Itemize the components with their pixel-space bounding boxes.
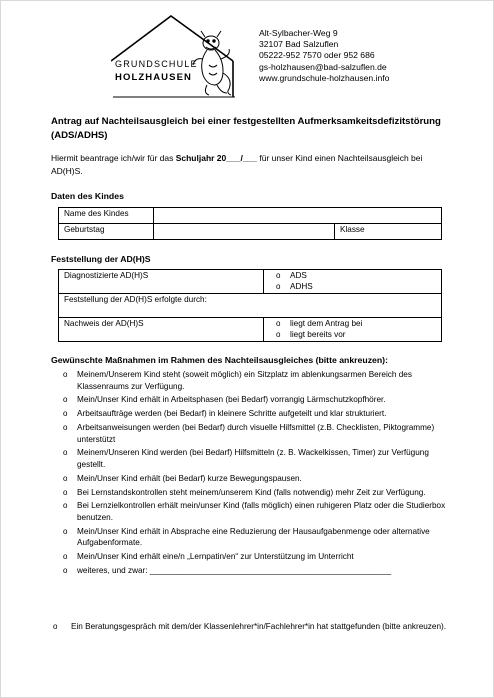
child-name-field[interactable] (154, 208, 442, 224)
address-street: Alt-Sylbacher-Weg 9 (259, 28, 338, 38)
intro-text (51, 152, 451, 177)
proof-options (264, 318, 442, 342)
measure-item[interactable] (63, 500, 453, 524)
intro-before: Hiermit beantrage ich/wir für das (51, 153, 176, 163)
measure-text: Mein/Unser Kind erhält eine/n „Lernpatin/en“ zur Unterstützung im Unterricht (77, 552, 354, 562)
diagnosis-heading: Feststellung der AD(H)S (51, 254, 151, 264)
option-proof-exists-label: liegt bereits vor (290, 329, 346, 339)
checkbox-circle-icon: o (63, 422, 68, 432)
address-phone: 05222-952 7570 oder 952 686 (259, 50, 375, 61)
checkbox-circle-icon: o (276, 319, 281, 328)
measure-item[interactable] (63, 551, 453, 563)
checkbox-circle-icon: o (63, 370, 68, 379)
measures-heading: Gewünschte Maßnahmen im Rahmen des Nachteilsausgleiches (bitte ankreuzen): (51, 355, 388, 365)
measure-item[interactable] (63, 369, 453, 393)
checkbox-circle-icon: o (276, 329, 281, 339)
option-proof-exists[interactable] (276, 330, 436, 341)
class-label: Klasse (340, 225, 365, 234)
checkbox-circle-icon: o (63, 565, 68, 575)
measure-text: Meinem/Unserem Kind steht (soweit möglich) ein Sitzplatz im ablenkungsarmen Bereich des Klassenraums zur Verfügung. (77, 370, 412, 391)
established-by-label: Feststellung der AD(H)S erfolgte durch: (64, 295, 207, 304)
checkbox-circle-icon: o (63, 526, 68, 536)
measure-text: Bei Lernzielkontrollen erhält mein/unser Kind (falls möglich) einen ruhigeren Platz oder die Studierbox benutzen. (77, 501, 446, 522)
checkbox-circle-icon: o (63, 409, 68, 419)
measure-item[interactable] (63, 394, 453, 406)
consultation-item[interactable] (53, 621, 453, 633)
measure-text: Mein/Unser Kind erhält in Arbeitsphasen (bei Bedarf) vorrangig Lärmschutzkopfhörer. (77, 395, 386, 405)
school-name-line2: HOLZHAUSEN (115, 72, 192, 83)
diagnosed-options (264, 270, 442, 294)
house-dragon-icon (111, 13, 251, 103)
school-address (259, 28, 389, 84)
diagnosed-label: Diagnostizierte AD(H)S (59, 270, 264, 294)
intro-after: für unser Kind einen Nachteilsausgleich bei AD(H)S. (51, 153, 423, 176)
measure-item[interactable] (63, 526, 453, 550)
child-data-table (58, 207, 442, 240)
measure-text: weiteres, und zwar: _____________________________________________________ (77, 565, 392, 575)
measure-item-other[interactable] (63, 565, 453, 577)
school-logo (111, 13, 251, 103)
measure-item[interactable] (63, 473, 453, 485)
child-name-label: Name des Kindes (59, 208, 154, 224)
option-proof-attached-label: liegt dem Antrag bei (290, 319, 363, 328)
option-ads[interactable] (276, 271, 436, 282)
option-adhs[interactable] (276, 282, 436, 293)
option-adhs-label: ADHS (290, 281, 313, 291)
birthday-field[interactable] (154, 224, 335, 240)
measure-text: Mein/Unser Kind erhält (bei Bedarf) kurze Bewegungspausen. (77, 473, 302, 483)
checkbox-circle-icon: o (63, 395, 68, 405)
measure-item[interactable] (63, 447, 453, 471)
proof-label: Nachweis der AD(H)S (59, 318, 264, 342)
consultation-text: Ein Beratungsgespräch mit dem/der Klassenlehrer*in/Fachlehrer*in hat stattgefunden (bitte ankreuzen). (71, 622, 447, 631)
address-email: gs-holzhausen@bad-salzuflen.de (259, 61, 387, 72)
diagnosis-table (58, 269, 442, 342)
checkbox-circle-icon: o (53, 622, 58, 631)
measure-text: Bei Lernstandskontrollen steht meinem/unserem Kind (falls notwendig) mehr Zeit zur Verfügung. (77, 487, 426, 497)
measure-text: Arbeitsaufträge werden (bei Bedarf) in kleinere Schritte aufgeteilt und klar strukturiert. (77, 409, 387, 419)
option-ads-label: ADS (290, 271, 307, 280)
checkbox-circle-icon: o (276, 271, 281, 280)
option-proof-attached[interactable] (276, 319, 436, 330)
child-data-heading: Daten des Kindes (51, 191, 124, 201)
measure-text: Arbeitsanweisungen werden (bei Bedarf) durch visuelle Hilfsmittel (z.B. Checklisten, Piktogramme) unterstützt (77, 422, 435, 444)
checkbox-circle-icon: o (276, 281, 281, 291)
measure-text: Mein/Unser Kind erhält in Absprache eine Reduzierung der Hausaufgabenmenge oder alternative Aufgabenformate. (77, 526, 430, 548)
checkbox-circle-icon: o (63, 448, 68, 458)
measure-item[interactable] (63, 422, 453, 446)
address-website: www.grundschule-holzhausen.info (259, 72, 390, 83)
class-field[interactable] (335, 224, 442, 240)
checkbox-circle-icon: o (63, 552, 68, 562)
measure-text: Meinem/Unseren Kind werden (bei Bedarf) Hilfsmitteln (z. B. Wackelkissen, Timer) zur Verfügung gestellt. (77, 448, 429, 470)
checkbox-circle-icon: o (63, 473, 68, 483)
address-city: 32107 Bad Salzuflen (259, 39, 339, 50)
measure-item[interactable] (63, 487, 453, 499)
checkbox-circle-icon: o (63, 487, 68, 497)
school-name-line1: GRUNDSCHULE (115, 59, 198, 69)
birthday-label: Geburtstag (59, 224, 154, 240)
established-by-field[interactable] (59, 294, 442, 318)
measure-item[interactable] (63, 408, 453, 420)
document-title: Antrag auf Nachteilsausgleich bei einer festgestellten Aufmerksamkeitsdefizitstörung (ADS/ADHS) (51, 116, 441, 141)
measures-list (63, 369, 453, 579)
intro-school-year[interactable]: Schuljahr 20___/___ (175, 153, 257, 163)
checkbox-circle-icon: o (63, 501, 68, 511)
